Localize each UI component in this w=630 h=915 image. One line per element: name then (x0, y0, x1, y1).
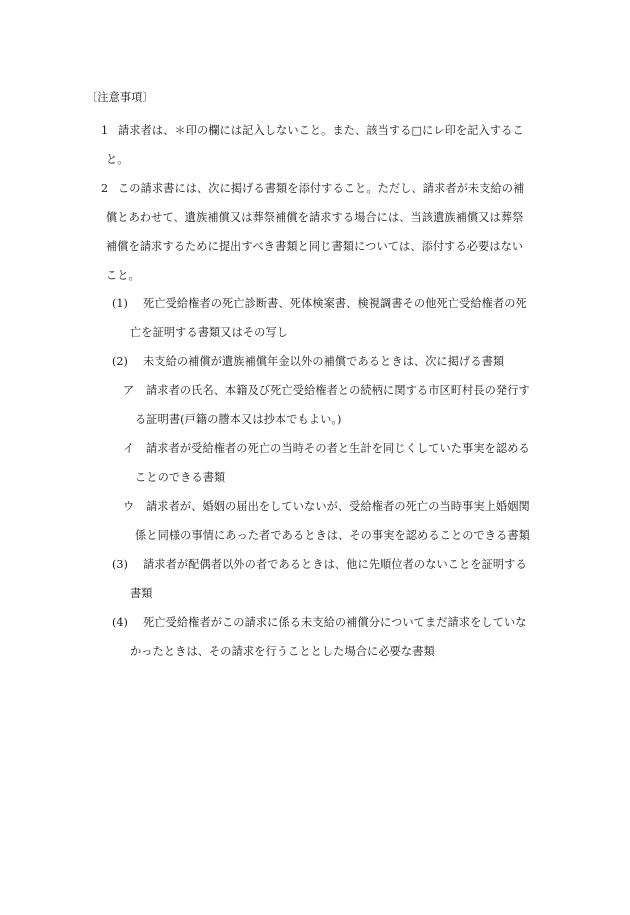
item-2-line-4: こと。 (106, 269, 140, 282)
item-2-line-3: 補償を請求するために提出すべき書類と同じ書類については、添付する必要はない (106, 240, 524, 253)
item-1-line-2: と。 (106, 153, 129, 166)
subitem-4-line-1: 死亡受給権者がこの請求に係る未支給の補償分についてまだ請求をしていな (143, 616, 527, 629)
subitem-2b-line-1: 請求者が受給権者の死亡の当時その者と生計を同じくしていた事実を認める (146, 442, 530, 455)
subitem-2-line-1: 未支給の補償が遺族補償年金以外の補償であるときは、次に掲げる書類 (143, 355, 505, 368)
subitem-2b-line-2: ことのできる書類 (135, 471, 226, 484)
item-2-line-1: この請求書には、次に掲げる書類を添付すること。ただし、請求者が未支給の補 (118, 182, 525, 195)
subitem-3-number: (3) (112, 558, 128, 571)
subitem-2-number: (2) (112, 355, 128, 368)
subitem-1-line-2: 亡を証明する書類又はその写し (130, 326, 289, 339)
item-1-number: 1 (101, 124, 109, 137)
subitem-3-line-2: 書類 (130, 587, 153, 600)
subitem-2c-line-2: 係と同様の事情にあった者であるときは、その事実を認めることのできる書類 (135, 529, 530, 542)
subitem-3-line-1: 請求者が配偶者以外の者であるときは、他に先順位者のないことを証明する (143, 558, 527, 571)
subitem-2a-line-1: 請求者の氏名、本籍及び死亡受給権者との続柄に関する市区町村長の発行す (146, 384, 530, 397)
subitem-2b-number: イ (123, 442, 135, 455)
notes-heading: 〔注意事項〕 (86, 91, 154, 104)
subitem-1-number: (1) (112, 297, 128, 310)
item-1-line-1: 請求者は、＊印の欄には記入しないこと。また、該当する□にレ印を記入するこ (118, 124, 524, 137)
subitem-2a-line-2: る証明書(戸籍の謄本又は抄本でもよい。) (135, 413, 342, 426)
item-2-line-2: 償とあわせて、遺族補償又は葬祭補償を請求する場合には、当該遺族補償又は葬祭 (106, 211, 524, 224)
subitem-2a-number: ア (123, 384, 135, 397)
subitem-1-line-1: 死亡受給権者の死亡診断書、死体検案書、検視調書その他死亡受給権者の死 (143, 297, 527, 310)
subitem-4-line-2: かったときは、その請求を行うこととした場合に必要な書類 (130, 645, 435, 658)
subitem-2c-line-1: 請求者が、婚姻の届出をしていないが、受給権者の死亡の当時事実上婚姻関 (146, 500, 530, 513)
subitem-4-number: (4) (112, 616, 128, 629)
item-2-number: 2 (101, 182, 109, 195)
subitem-2c-number: ウ (123, 500, 135, 513)
